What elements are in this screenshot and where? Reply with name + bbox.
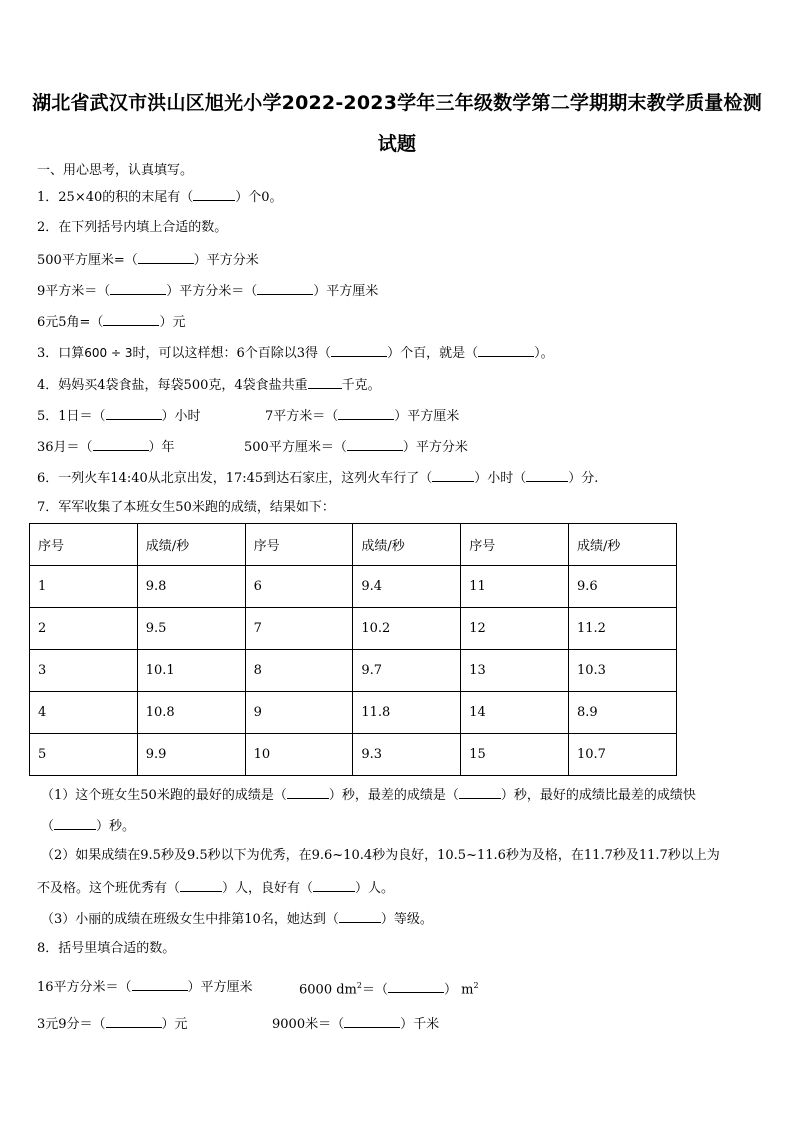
answer-blank[interactable] bbox=[526, 469, 568, 482]
q7-s1-a: （1）这个班女生50米跑的最好的成绩是（ bbox=[41, 788, 287, 803]
answer-blank[interactable] bbox=[331, 344, 387, 357]
q7-s2-c: ）人，良好有（ bbox=[222, 881, 314, 896]
answer-blank[interactable] bbox=[338, 407, 394, 420]
table-cell: 2 bbox=[30, 608, 138, 650]
answer-blank[interactable] bbox=[106, 407, 162, 420]
table-cell: 1 bbox=[30, 566, 138, 608]
question-1 bbox=[37, 188, 283, 206]
table-cell: 9.6 bbox=[569, 566, 677, 608]
q5-l1-d: ）平方厘米 bbox=[394, 409, 460, 424]
q7-s1-e: ）秒。 bbox=[96, 819, 136, 834]
section-heading: 一、用心思考，认真填写。 bbox=[37, 163, 194, 178]
question-2-title: 2．在下列括号内填上合适的数。 bbox=[37, 220, 228, 235]
question-8-line-1-right bbox=[299, 978, 479, 998]
q2-l1-a: 500平方厘米=（ bbox=[37, 253, 138, 268]
question-7-sub-1-cont bbox=[41, 817, 135, 835]
table-cell: 5 bbox=[30, 734, 138, 776]
table-header-cell: 成绩/秒 bbox=[569, 524, 677, 566]
table-cell: 10.8 bbox=[137, 692, 245, 734]
table-cell: 9.8 bbox=[137, 566, 245, 608]
q3-text-c: ）个百，就是（ bbox=[387, 346, 479, 361]
table-cell: 10 bbox=[245, 734, 353, 776]
answer-blank[interactable] bbox=[347, 438, 403, 451]
q3-text-a: 3．口算 bbox=[37, 346, 85, 361]
answer-blank[interactable] bbox=[344, 1015, 400, 1028]
answer-blank[interactable] bbox=[106, 1015, 162, 1028]
answer-blank[interactable] bbox=[257, 282, 313, 295]
table-row bbox=[30, 608, 677, 650]
q7-s2-d: ）人。 bbox=[355, 881, 395, 896]
q4-text-a: 4．妈妈买4袋食盐，每袋500克，4袋食盐共重 bbox=[37, 378, 308, 393]
q8-l2-c: 9000米＝（ bbox=[272, 1017, 345, 1032]
question-7-sub-2-cont bbox=[37, 879, 394, 897]
table-row bbox=[30, 692, 677, 734]
q1-text-b: ）个0。 bbox=[235, 190, 283, 205]
answer-blank[interactable] bbox=[132, 978, 188, 991]
table-cell: 9.3 bbox=[353, 734, 461, 776]
q3-text-b: 时，可以这样想：6个百除以3得（ bbox=[132, 346, 332, 361]
answer-blank[interactable] bbox=[138, 251, 194, 264]
q7-s3-b: ）等级。 bbox=[380, 912, 433, 927]
q8-l1-c: 6000 bbox=[299, 982, 333, 998]
superscript: 2 bbox=[473, 981, 479, 990]
q5-l1-b: ）小时 bbox=[161, 409, 201, 424]
grades-table bbox=[29, 523, 677, 776]
question-2-line-2 bbox=[37, 282, 378, 300]
q5-l2-a: 36月＝（ bbox=[37, 440, 93, 455]
q2-l3-b: ）元 bbox=[159, 315, 186, 330]
question-3 bbox=[37, 344, 554, 362]
answer-blank[interactable] bbox=[388, 980, 444, 993]
q7-s1-d: （ bbox=[41, 819, 55, 834]
question-5-line-2 bbox=[37, 438, 175, 456]
answer-blank[interactable] bbox=[313, 879, 355, 892]
q6-text-c: ）分. bbox=[568, 471, 599, 486]
question-5-line-2-right bbox=[244, 438, 468, 456]
q7-s1-b: ）秒，最差的成绩是（ bbox=[328, 788, 459, 803]
unit-dm: dm bbox=[336, 982, 357, 998]
table-cell: 4 bbox=[30, 692, 138, 734]
answer-blank[interactable] bbox=[432, 469, 474, 482]
q2-l2-a: 9平方米＝（ bbox=[37, 284, 111, 299]
table-cell: 10.7 bbox=[569, 734, 677, 776]
question-8-line-1 bbox=[37, 978, 253, 996]
table-cell: 11 bbox=[461, 566, 569, 608]
table-cell: 9 bbox=[245, 692, 353, 734]
answer-blank[interactable] bbox=[103, 313, 159, 326]
answer-blank[interactable] bbox=[459, 786, 501, 799]
question-5-line-1-right bbox=[265, 407, 459, 425]
table-cell: 6 bbox=[245, 566, 353, 608]
q6-text-b: ）小时（ bbox=[474, 471, 527, 486]
table-header-cell: 序号 bbox=[461, 524, 569, 566]
q1-text-a: 1．25×40的积的末尾有（ bbox=[37, 190, 194, 205]
table-header-cell: 成绩/秒 bbox=[353, 524, 461, 566]
q2-l3-a: 6元5角=（ bbox=[37, 315, 104, 330]
q2-l2-b: ）平方分米＝（ bbox=[166, 284, 258, 299]
q7-s3-a: （3）小丽的成绩在班级女生中排第10名，她达到（ bbox=[41, 912, 339, 927]
table-cell: 7 bbox=[245, 608, 353, 650]
table-cell: 8 bbox=[245, 650, 353, 692]
table-cell: 10.2 bbox=[353, 608, 461, 650]
table-cell: 10.1 bbox=[137, 650, 245, 692]
table-cell: 9.7 bbox=[353, 650, 461, 692]
answer-blank[interactable] bbox=[54, 817, 96, 830]
question-8-line-2-right bbox=[272, 1015, 439, 1033]
table-header-cell: 成绩/秒 bbox=[137, 524, 245, 566]
answer-blank[interactable] bbox=[93, 438, 149, 451]
table-row bbox=[30, 566, 677, 608]
q5-l1-a: 5．1日＝（ bbox=[37, 409, 106, 424]
answer-blank[interactable] bbox=[287, 786, 329, 799]
q4-text-b: 千克。 bbox=[341, 378, 381, 393]
answer-blank[interactable] bbox=[180, 879, 222, 892]
table-cell: 12 bbox=[461, 608, 569, 650]
q5-l2-c: 500平方厘米＝（ bbox=[244, 440, 347, 455]
answer-blank[interactable] bbox=[110, 282, 166, 295]
question-7-sub-3 bbox=[41, 910, 433, 928]
question-7-sub-1 bbox=[41, 786, 696, 804]
q5-l2-d: ）平方分米 bbox=[402, 440, 468, 455]
q3-expression: 600 ÷ 3 bbox=[84, 346, 133, 360]
q7-s2-b: 不及格。这个班优秀有（ bbox=[37, 881, 181, 896]
table-cell: 8.9 bbox=[569, 692, 677, 734]
table-cell: 9.5 bbox=[137, 608, 245, 650]
answer-blank[interactable] bbox=[193, 188, 235, 201]
table-header-cell: 序号 bbox=[30, 524, 138, 566]
table-row bbox=[30, 734, 677, 776]
unit-m: m bbox=[461, 982, 474, 998]
q5-l1-c: 7平方米＝（ bbox=[265, 409, 339, 424]
exam-title-line2: 试题 bbox=[377, 133, 417, 155]
q8-l1-e: ） bbox=[444, 982, 458, 998]
question-7-title: 7．军军收集了本班女生50米跑的成绩，结果如下： bbox=[37, 500, 335, 515]
question-5-line-1 bbox=[37, 407, 201, 425]
question-2-line-3 bbox=[37, 313, 185, 331]
question-4 bbox=[37, 376, 381, 394]
exam-title-line1: 湖北省武汉市洪山区旭光小学2022-2023学年三年级数学第二学期期末教学质量检测 bbox=[32, 92, 762, 114]
answer-blank[interactable] bbox=[308, 376, 342, 389]
table-cell: 9.4 bbox=[353, 566, 461, 608]
q8-l2-a: 3元9分＝（ bbox=[37, 1017, 106, 1032]
table-header-cell: 序号 bbox=[245, 524, 353, 566]
q5-l2-b: ）年 bbox=[148, 440, 175, 455]
question-8-title: 8．括号里填合适的数。 bbox=[37, 941, 176, 956]
question-7-sub-2: （2）如果成绩在9.5秒及9.5秒以下为优秀，在9.6~10.4秒为良好，10.5~11.6秒为及格，在11.7秒及11.7秒以上为 bbox=[41, 848, 720, 863]
q8-l2-b: ）元 bbox=[161, 1017, 188, 1032]
table-cell: 11.8 bbox=[353, 692, 461, 734]
question-6 bbox=[37, 469, 598, 487]
q3-text-d: ）。 bbox=[534, 346, 554, 361]
table-cell: 11.2 bbox=[569, 608, 677, 650]
q8-l1-a: 16平方分米＝（ bbox=[37, 980, 132, 995]
question-2-line-1 bbox=[37, 251, 259, 269]
question-8-line-2 bbox=[37, 1015, 188, 1033]
table-cell: 3 bbox=[30, 650, 138, 692]
answer-blank[interactable] bbox=[478, 344, 534, 357]
q2-l1-b: ）平方分米 bbox=[193, 253, 259, 268]
table-cell: 10.3 bbox=[569, 650, 677, 692]
table-row bbox=[30, 650, 677, 692]
q8-l1-d: ＝（ bbox=[361, 982, 388, 998]
superscript: 2 bbox=[356, 981, 362, 990]
q6-text-a: 6．一列火车14:40从北京出发，17:45到达石家庄，这列火车行了（ bbox=[37, 471, 433, 486]
q2-l2-c: ）平方厘米 bbox=[313, 284, 379, 299]
q8-l1-b: ）平方厘米 bbox=[187, 980, 253, 995]
answer-blank[interactable] bbox=[339, 910, 381, 923]
table-cell: 14 bbox=[461, 692, 569, 734]
table-cell: 15 bbox=[461, 734, 569, 776]
table-header-row bbox=[30, 524, 677, 566]
table-cell: 13 bbox=[461, 650, 569, 692]
q7-s1-c: ）秒，最好的成绩比最差的成绩快 bbox=[500, 788, 696, 803]
table-cell: 9.9 bbox=[137, 734, 245, 776]
q8-l2-d: ）千米 bbox=[400, 1017, 440, 1032]
